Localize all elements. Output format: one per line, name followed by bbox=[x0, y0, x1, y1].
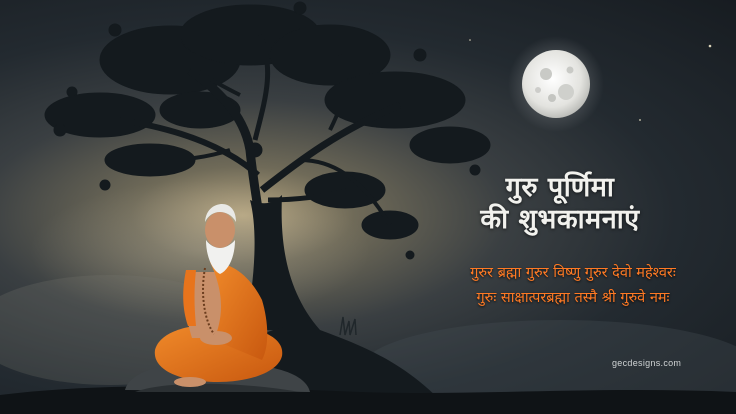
watermark-text: gecdesigns.com bbox=[612, 358, 682, 368]
greeting-title-line2: की शुभकामनाएं bbox=[480, 204, 640, 235]
greeting-title-line1: गुरु पूर्णिमा bbox=[505, 172, 615, 203]
star bbox=[709, 45, 712, 48]
grass bbox=[340, 317, 356, 335]
shloka-line2: गुरुः साक्षात्परब्रह्मा तस्मै श्री गुरुवे नमः bbox=[476, 290, 670, 306]
star bbox=[469, 39, 471, 41]
star bbox=[639, 119, 641, 121]
shloka-line1: गुरुर ब्रह्मा गुरुर विष्णु गुरुर देवो महेश्वरः bbox=[470, 265, 676, 281]
full-moon bbox=[508, 36, 604, 132]
